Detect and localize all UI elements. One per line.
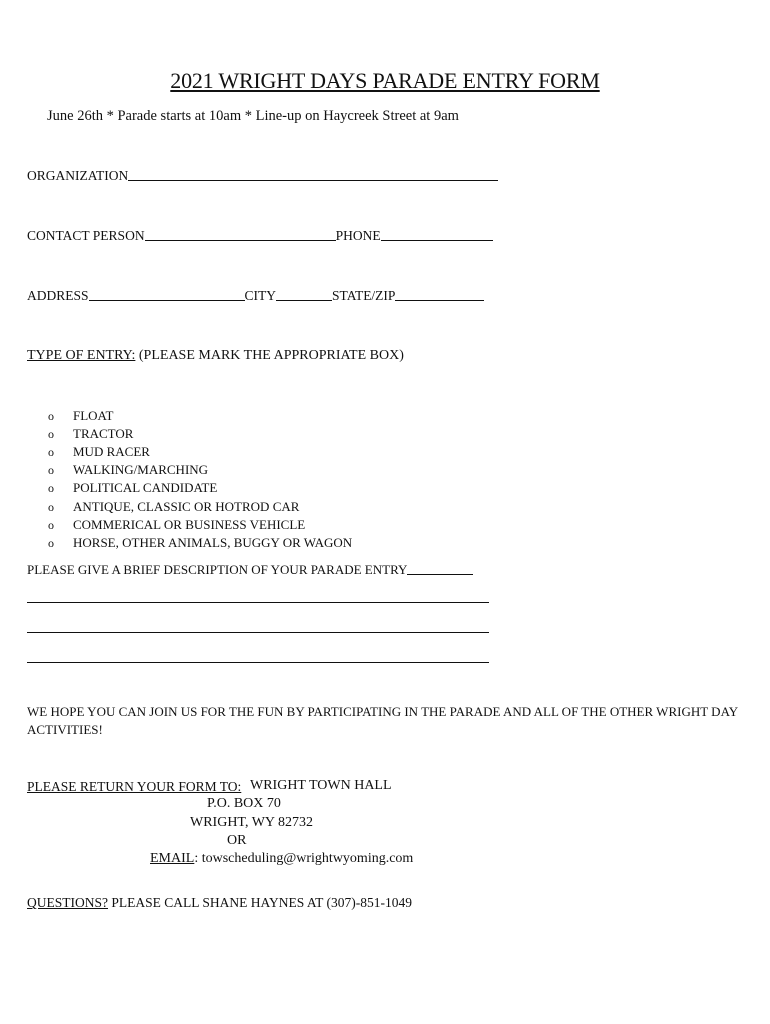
return-po-box: P.O. BOX 70 <box>207 796 281 811</box>
address-field[interactable] <box>89 299 245 301</box>
city-label: CITY <box>244 288 277 303</box>
option-antique-car[interactable] <box>48 497 352 515</box>
entry-type-heading <box>27 348 404 364</box>
return-email-row <box>150 851 413 867</box>
organization-field[interactable] <box>128 179 498 181</box>
option-label: FLOAT <box>73 408 114 424</box>
checkbox-circle-icon[interactable]: o <box>48 535 54 550</box>
description-line[interactable] <box>27 602 489 603</box>
checkbox-circle-icon[interactable]: o <box>48 517 54 532</box>
option-label: ANTIQUE, CLASSIC OR HOTROD CAR <box>73 498 300 514</box>
contact-person-label: CONTACT PERSON <box>27 228 145 243</box>
description-field-start[interactable] <box>407 573 473 575</box>
email-address[interactable]: : towscheduling@wrightwyoming.com <box>194 851 414 866</box>
checkbox-circle-icon[interactable]: o <box>48 463 54 478</box>
state-zip-label: STATE/ZIP <box>332 288 396 303</box>
email-label: EMAIL <box>150 851 195 866</box>
organization-label: ORGANIZATION <box>27 168 129 183</box>
checkbox-circle-icon[interactable]: o <box>48 409 54 424</box>
option-tractor[interactable] <box>48 425 352 443</box>
address-label: ADDRESS <box>27 288 89 303</box>
phone-field[interactable] <box>381 239 493 241</box>
checkbox-circle-icon[interactable]: o <box>48 499 54 514</box>
checkbox-circle-icon[interactable]: o <box>48 481 54 496</box>
option-label: WALKING/MARCHING <box>73 462 209 478</box>
option-label: HORSE, OTHER ANIMALS, BUGGY OR WAGON <box>73 534 353 550</box>
option-walking-marching[interactable] <box>48 461 352 479</box>
organization-row <box>27 168 498 184</box>
option-label: TRACTOR <box>73 426 134 442</box>
checkbox-circle-icon[interactable]: o <box>48 427 54 442</box>
entry-type-instruction: (PLEASE MARK THE APPROPRIATE BOX) <box>138 348 404 363</box>
contact-row <box>27 228 493 244</box>
phone-label: PHONE <box>335 228 381 243</box>
option-float[interactable] <box>48 407 352 425</box>
option-horse-animals[interactable] <box>48 534 352 552</box>
return-label: PLEASE RETURN YOUR FORM TO: <box>27 779 242 794</box>
entry-type-label: TYPE OF ENTRY: <box>27 348 136 363</box>
option-mud-racer[interactable] <box>48 443 352 461</box>
option-business-vehicle[interactable] <box>48 516 352 534</box>
option-political-candidate[interactable] <box>48 479 352 497</box>
return-name: WRIGHT TOWN HALL <box>250 778 392 793</box>
questions-label: QUESTIONS? <box>27 895 108 910</box>
form-title: 2021 WRIGHT DAYS PARADE ENTRY FORM <box>170 68 600 93</box>
address-row <box>27 288 484 304</box>
questions-text: PLEASE CALL SHANE HAYNES AT (307)-851-1049 <box>108 895 413 910</box>
state-zip-field[interactable] <box>395 299 484 301</box>
entry-type-options <box>48 407 352 552</box>
description-line[interactable] <box>27 632 489 633</box>
option-label: POLITICAL CANDIDATE <box>73 480 218 496</box>
event-details: June 26th * Parade starts at 10am * Line-up on Haycreek Street at 9am <box>47 108 459 124</box>
option-label: MUD RACER <box>73 444 150 460</box>
questions-row <box>27 895 412 911</box>
description-prompt: PLEASE GIVE A BRIEF DESCRIPTION OF YOUR PARADE ENTRY <box>27 562 408 577</box>
city-field[interactable] <box>276 299 332 301</box>
description-row <box>27 562 473 578</box>
return-instructions <box>27 779 241 795</box>
return-or: OR <box>227 833 247 848</box>
invitation-text: WE HOPE YOU CAN JOIN US FOR THE FUN BY PARTICIPATING IN THE PARADE AND ALL OF THE OTHER WRIGHT DAY ACTIVITIES! <box>27 704 738 737</box>
contact-person-field[interactable] <box>145 239 336 241</box>
description-line[interactable] <box>27 662 489 663</box>
return-city: WRIGHT, WY 82732 <box>190 815 313 830</box>
checkbox-circle-icon[interactable]: o <box>48 445 54 460</box>
option-label: COMMERICAL OR BUSINESS VEHICLE <box>73 516 306 532</box>
